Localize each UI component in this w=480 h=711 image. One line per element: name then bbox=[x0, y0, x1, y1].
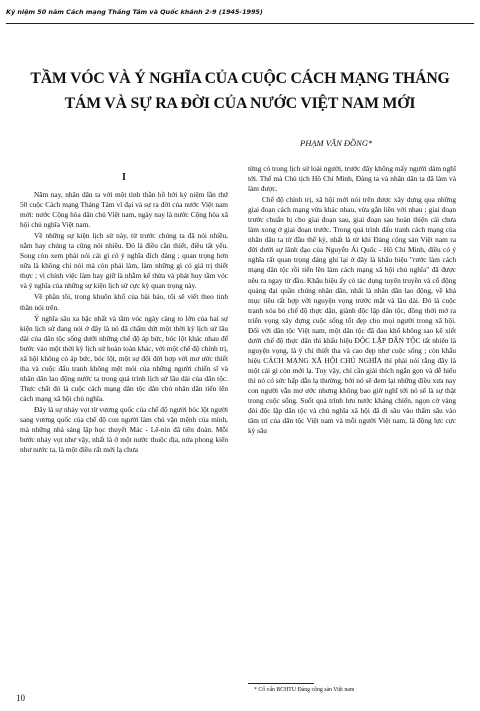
right-text-column bbox=[248, 164, 456, 689]
paragraph: Về phần tôi, trong khuôn khổ của bài báo, tôi sẽ viết theo tinh thần nói trên. bbox=[20, 292, 228, 312]
header-rule bbox=[6, 23, 474, 24]
left-text-column bbox=[20, 164, 228, 689]
section-numeral: I bbox=[122, 172, 126, 183]
paragraph: Năm nay, nhân dân ta với một tình thần hồ hởi kỷ niệm lần thứ 50 cuộc Cách mạng Tháng Tám vĩ đại và sự ra đời của nước Việt nam mới: nước Cộng hòa dân chủ Việt nam, ngày nay là nước Cộng hòa xã hội chủ nghĩa Việt nam. bbox=[20, 190, 228, 230]
footnote-rule bbox=[248, 683, 314, 684]
paragraph: Chế độ chính trị, xã hội mới nói trên được xây dựng qua những giai đoạn cách mạng vừa khác nhau, vừa gắn liền với nhau ; giai đoạn trước chuẩn bị cho giai đoạn sau, giai đoạn sau hoàn thiện cái chưa làm xong ở giai đoạn trước. Trong quá trình đấu tranh cách mạng của nhân dân ta từ đầu thế kỷ, nhất là từ khi Đảng cộng sản Việt nam ra đời dưới sự lãnh đạo của Nguyễn Ái Quốc - Hồ Chí Minh, điều có ý nghĩa rất quan trọng đáng ghi lại ở đây là khẩu hiệu "rước làm cách mạng dân tộc rồi tiến lên làm cách mạng xã hội chủ nghĩa" đã được nêu ra ngay từ đầu. Khẩu hiệu ấy có tác dụng tuyên truyền và cổ động quảng đại quần chúng nhân dân, nhất là nhân dân lao động, về khả mục tiêu rất hợp với nguyện vọng trước mắt và lâu dài. Đó là cuộc tranh xóa bỏ chế độ thực dân, giành độc lập dân tộc, đồng thời mở ra triển vọng xây dựng cuộc sống tốt đẹp cho mọi người trong xã hội. Đối với dân tộc Việt nam, một dân tộc đã đau khổ không sao kể xiết dưới chế độ thực dân thì khẩu hiệu ĐỘC LẬP DÂN TỘC tất nhiên là nguyện vọng, là ý chí thiết tha và cao đẹp như cuộc sống ; còn khẩu hiệu CÁCH MẠNG XÃ HỘI CHỦ NGHĨA thì phải nói rằng đây là một cái gì còn mới lạ. Tuy vậy, chỉ cần giải thích ngắn gọn và dễ hiểu thì nó có sức hấp dẫn lạ thường, bởi nó sẽ đem lại những điều xưa nay con người vẫn mơ ước nhưng không bao giờ nghĩ tới nó sẽ là sự thật trong cuộc sống. Suốt quá trình lưu nước kháng chiến, ngọn cờ vàng đỏi độc lập dân tộc và chủ nghĩa xã hội đã đi sâu vào thẩm sâu vào tâm trí của dân tộc Việt nam và mỗi người Việt nam, là động lực cực kỳ sâu bbox=[248, 195, 456, 436]
page-number: 10 bbox=[16, 693, 25, 703]
paragraph: Đây là sự nhảy vọt từ vương quốc của chế độ người bóc lột người sang vương quốc của chế độ con người làm chủ vận mệnh của mình, mà những nhà sáng lập học thuyết Mác - Lê-nin đã tiên đoán. Mỗi bước nhảy vọt như vậy, nhất là ở một nước thuộc địa, nửa phong kiến như nước ta, là một điều rất mới lạ chưa bbox=[20, 404, 228, 455]
footnote: * Cố vấn BCHTU Đảng cộng sản Việt nam bbox=[254, 687, 355, 693]
paragraph: Ý nghĩa sâu xa bậc nhất và tầm vóc ngày càng to lớn của hai sự kiện lịch sử đang nói ở đây là nó đã chấm dứt một thời kỳ lịch sử lâu dài của dân tộc sống dưới những chế độ áp bức, bóc lột khác nhau để bước vào một thời kỳ lịch sử hoàn toàn khác, với một chế độ chính trị, xã hội không có áp bức, bóc lột, một sự đổi đời hợp với mơ ước thiết tha và cuộc đấu tranh không mệt mỏi của những người chiến sĩ và nhân dân lao động nước ta trong quá trình lịch sử lâu dài của dân tộc. Thực chất đó là cuộc cách mạng dân tộc dân chủ nhân dân tiến lên cách mạng xã hội chủ nghĩa. bbox=[20, 313, 228, 403]
paragraph: Về những sự kiện lịch sử này, từ trước chúng ta đã nói nhiều, nắm hay chúng ta cũng nói nhiều. Đó là điều cần thiết, điều tất yếu. Song còn xem phải nói cái gì có ý nghĩa đích đáng ; quan trọng hơn nữa là không chỉ nói mà còn phải làm, làm những gì có giá trị thiết thực ; vì chính việc làm hay giữ là nhằm kế thừa và phát huy tầm vóc và ý nghĩa của những sự kiện lịch sử cực kỳ quan trọng này. bbox=[20, 231, 228, 291]
running-head: Kỷ niệm 50 năm Cách mạng Tháng Tám và Quốc khánh 2-9 (1945-1995) bbox=[6, 8, 263, 16]
article-title: TẦM VÓC VÀ Ý NGHĨA CỦA CUỘC CÁCH MẠNG THÁNG TÁM VÀ SỰ RA ĐỜI CỦA NƯỚC VIỆT NAM MỚI bbox=[30, 70, 450, 112]
paragraph: từng có trong lịch sử loài người, trước đây không mấy người dám nghĩ tới. Thế mà Chủ tịch Hồ Chí Minh, Đảng ta và nhân dân ta đã làm và làm được. bbox=[248, 164, 456, 194]
author-byline: PHẠM VĂN ĐỒNG* bbox=[300, 138, 373, 148]
